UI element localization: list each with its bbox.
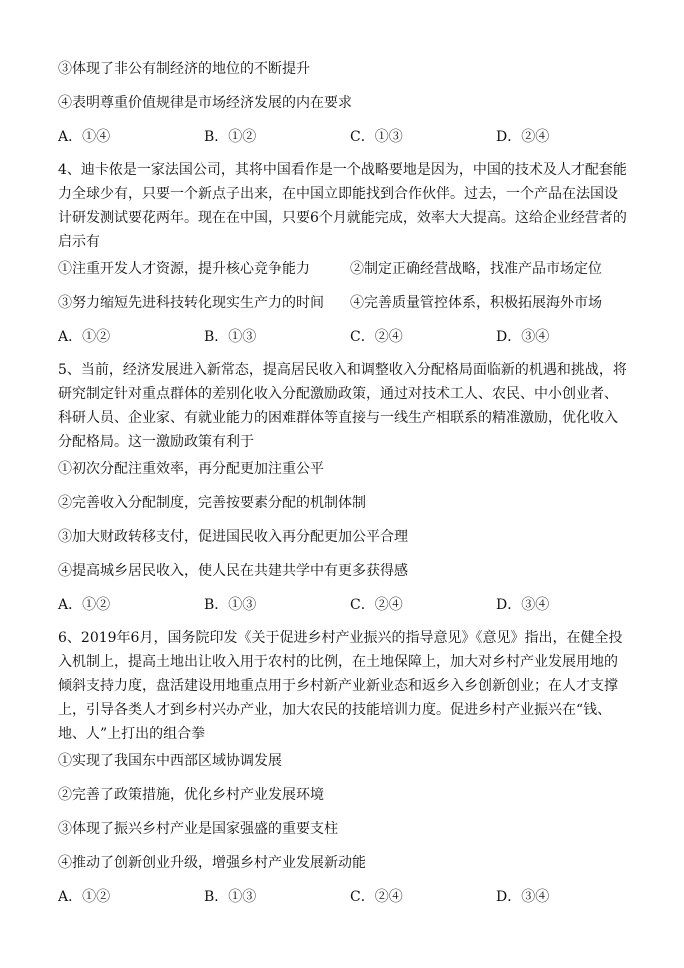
q3-option-c: C．①③ bbox=[350, 129, 403, 145]
q5-item-3: ③加大财政转移支付，促进国民收入再分配更加公平合理 bbox=[58, 529, 408, 545]
q4-option-a: A．①② bbox=[58, 329, 111, 345]
q3-item-4: ④表明尊重价值规律是市场经济发展的内在要求 bbox=[58, 95, 352, 111]
q4-option-d: D．③④ bbox=[496, 329, 550, 345]
q6-item-3: ③体现了振兴乡村产业是国家强盛的重要支柱 bbox=[58, 821, 338, 837]
q5-item-4: ④提高城乡居民收入，使人民在共建共学中有更多获得感 bbox=[58, 563, 408, 579]
q4-stem: 4、迪卡侬是一家法国公司，其将中国看作是一个战略要地是因为，中国的技术及人才配套能力全球少有，只要一个新点子出来，在中国立即能找到合作伙伴。过去，一个产品在法国设计研发测试要花两年。现在在中国，只要6个月就能完成，效率大大提高。这给企业经营者的启示有 bbox=[58, 162, 627, 250]
q4-item-1: ①注重开发人才资源，提升核心竞争能力 bbox=[58, 261, 310, 277]
q5-item-2: ②完善收入分配制度，完善按要素分配的机制体制 bbox=[58, 495, 366, 511]
q6-stem: 6、2019年6月，国务院印发《关于促进乡村产业振兴的指导意见》《意见》指出，在健全投入机制上，提高土地出让收入用于农村的比例，在土地保障上，加大对乡村产业发展用地的倾斜支持力度，盘活建设用地重点用于乡村新产业新业态和返乡入乡创新创业；在人才支撑上，引导各类人才到乡村兴办产业，加大农民的技能培训力度。促进乡村产业振兴在“钱、地、人”上打出的组合拳 bbox=[58, 630, 623, 742]
q3-option-b: B．①② bbox=[204, 129, 257, 145]
q5-option-b: B．①③ bbox=[204, 597, 257, 613]
q5-option-a: A．①② bbox=[58, 597, 111, 613]
q6-item-1: ①实现了我国东中西部区域协调发展 bbox=[58, 753, 282, 769]
q3-option-a: A．①④ bbox=[58, 129, 111, 145]
q6-item-2: ②完善了政策措施，优化乡村产业发展环境 bbox=[58, 787, 324, 803]
q5-item-1: ①初次分配注重效率，再分配更加注重公平 bbox=[58, 461, 324, 477]
q5-stem: 5、当前，经济发展进入新常态，提高居民收入和调整收入分配格局面临新的机遇和挑战，将研究制定针对重点群体的差别化收入分配激励政策，通过对技术工人、农民、中小创业者、科研人员、企业家、有就业能力的困难群体等直接与一线生产相联系的精准激励，优化收入分配格局。这一激励政策有利于 bbox=[58, 362, 627, 450]
q6-option-a: A．①② bbox=[58, 889, 111, 905]
q4-option-b: B．①③ bbox=[204, 329, 257, 345]
q4-option-c: C．②④ bbox=[350, 329, 403, 345]
q4-item-3: ③努力缩短先进科技转化现实生产力的时间 bbox=[58, 295, 324, 311]
q3-option-d: D．②④ bbox=[496, 129, 550, 145]
q6-option-d: D．③④ bbox=[496, 889, 550, 905]
q6-item-4: ④推动了创新创业升级，增强乡村产业发展新动能 bbox=[58, 855, 366, 871]
q3-item-3: ③体现了非公有制经济的地位的不断提升 bbox=[58, 61, 310, 77]
q5-option-d: D．③④ bbox=[496, 597, 550, 613]
q4-item-2: ②制定正确经营战略，找准产品市场定位 bbox=[350, 261, 602, 277]
q6-option-b: B．①③ bbox=[204, 889, 257, 905]
q5-option-c: C．②④ bbox=[350, 597, 403, 613]
q4-item-4: ④完善质量管控体系，积极拓展海外市场 bbox=[350, 295, 602, 311]
q6-option-c: C．②④ bbox=[350, 889, 403, 905]
